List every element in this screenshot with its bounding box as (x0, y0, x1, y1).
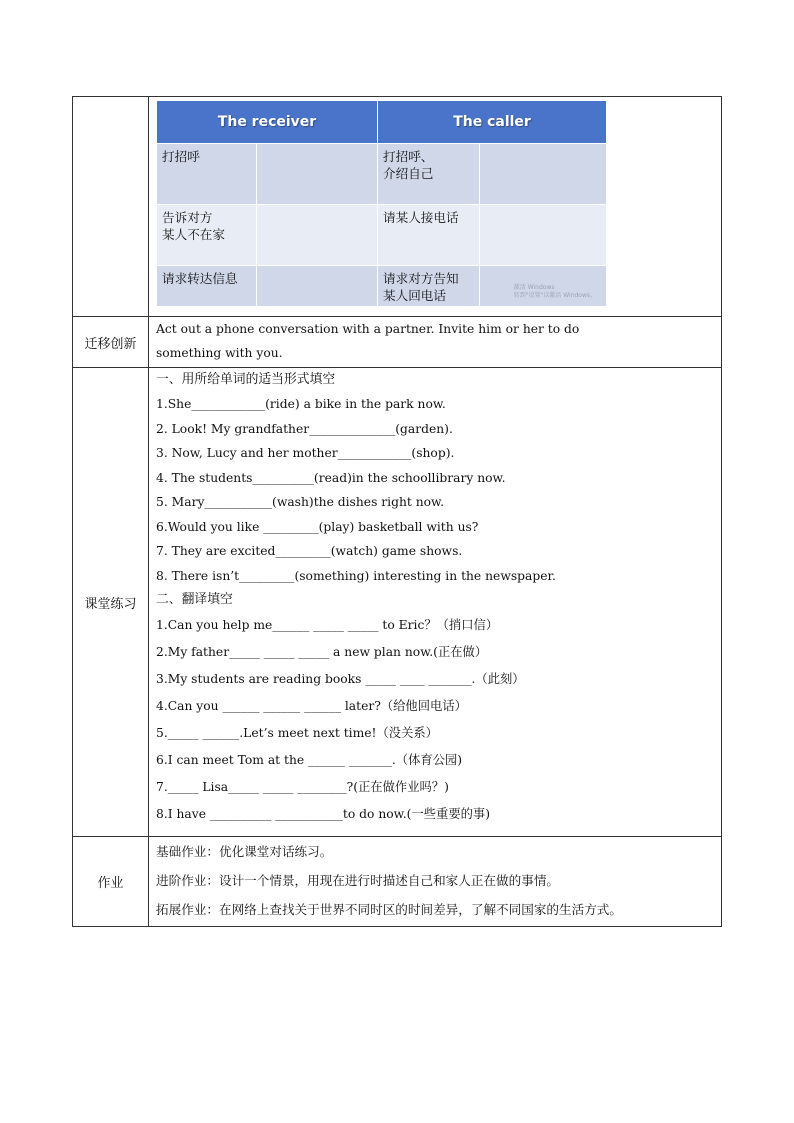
image-row-label (73, 97, 149, 317)
part1-item: 4. The students__________(read)in the schoollibrary now. (156, 470, 506, 485)
part2-item: 2.My father_____ _____ _____ a new plan now.(正在做） (156, 645, 488, 659)
receiver-step-2: 告诉对方 某人不在家 (157, 205, 257, 266)
caller-header: The caller (378, 101, 607, 144)
receiver-step-3: 请求转达信息 (157, 266, 257, 307)
part1-item: 1.She____________(ride) a bike in the park now. (156, 397, 446, 411)
caller-step-2: 请某人接电话 (378, 205, 480, 266)
part2-item: 3.My students are reading books _____ ____ _______.（此刻） (156, 672, 525, 686)
homework-item: 拓展作业：在网络上查找关于世界不同时区的时间差异，了解不同国家的生活方式。 (156, 902, 622, 917)
part1-item: 3. Now, Lucy and her mother____________(shop). (156, 446, 455, 460)
homework-item: 进阶作业：设计一个情景，用现在进行时描述自己和家人正在做的事情。 (156, 873, 559, 888)
caller-step-1-blank (480, 144, 607, 205)
homework-item: 基础作业：优化课堂对话练习。 (156, 844, 333, 859)
part2-item: 4.Can you ______ ______ ______ later?（给他回电话） (156, 699, 467, 713)
caller-step-2-blank (480, 205, 607, 266)
receiver-step-2-blank (257, 205, 378, 266)
part2-item: 8.I have __________ ___________to do now.(一些重要的事) (156, 807, 491, 821)
receiver-header: The receiver (157, 101, 378, 144)
part2-item: 1.Can you help me______ _____ _____ to Eric？（捎口信） (156, 618, 499, 632)
transfer-label: 迁移创新 (73, 317, 149, 368)
image-row (73, 97, 722, 317)
part1-title: 一、用所给单词的适当形式填空 (156, 372, 336, 387)
part2-item: 7._____ Lisa_____ _____ ________?(正在做作业吗？) (156, 780, 449, 794)
practice-content (149, 368, 722, 837)
part1-item: 6.Would you like _________(play) basketball with us? (156, 519, 479, 534)
windows-watermark (514, 284, 596, 300)
part1-item: 7. They are excited_________(watch) game shows. (156, 544, 463, 558)
phone-role-table (156, 100, 606, 306)
receiver-step-1-blank (257, 144, 378, 205)
part1-item: 2. Look! My grandfather______________(garden). (156, 421, 453, 436)
transfer-line-2: something with you. (156, 346, 283, 360)
practice-label: 课堂练习 (73, 368, 149, 837)
part1-item: 8. There isn’t_________(something) interesting in the newspaper. (156, 568, 556, 583)
phone-role-image (156, 100, 606, 306)
part2-item: 5._____ ______.Let’s meet next time!（没关系） (156, 726, 438, 740)
caller-step-3: 请求对方告知 某人回电话 (378, 266, 480, 307)
transfer-row (73, 317, 722, 368)
receiver-step-1: 打招呼 (157, 144, 257, 205)
homework-row (73, 837, 722, 927)
watermark-line-2: 转到"设置"以激活 Windows。 (513, 292, 596, 299)
receiver-step-3-blank (257, 266, 378, 307)
part1-item: 5. Mary___________(wash)the dishes right now. (156, 495, 445, 509)
part2-title: 二、翻译填空 (156, 592, 233, 607)
practice-row (73, 368, 722, 837)
lesson-plan-table (72, 96, 722, 927)
image-row-content (149, 97, 722, 317)
caller-step-1: 打招呼、 介绍自己 (378, 144, 480, 205)
transfer-line-1: Act out a phone conversation with a partner. Invite him or her to do (156, 322, 580, 336)
part2-item: 6.I can meet Tom at the ______ _______.（体育公园) (156, 753, 463, 767)
homework-content (149, 837, 722, 927)
watermark-line-1: 激活 Windows (513, 284, 555, 291)
homework-label: 作业 (73, 837, 149, 927)
transfer-content (149, 317, 722, 368)
